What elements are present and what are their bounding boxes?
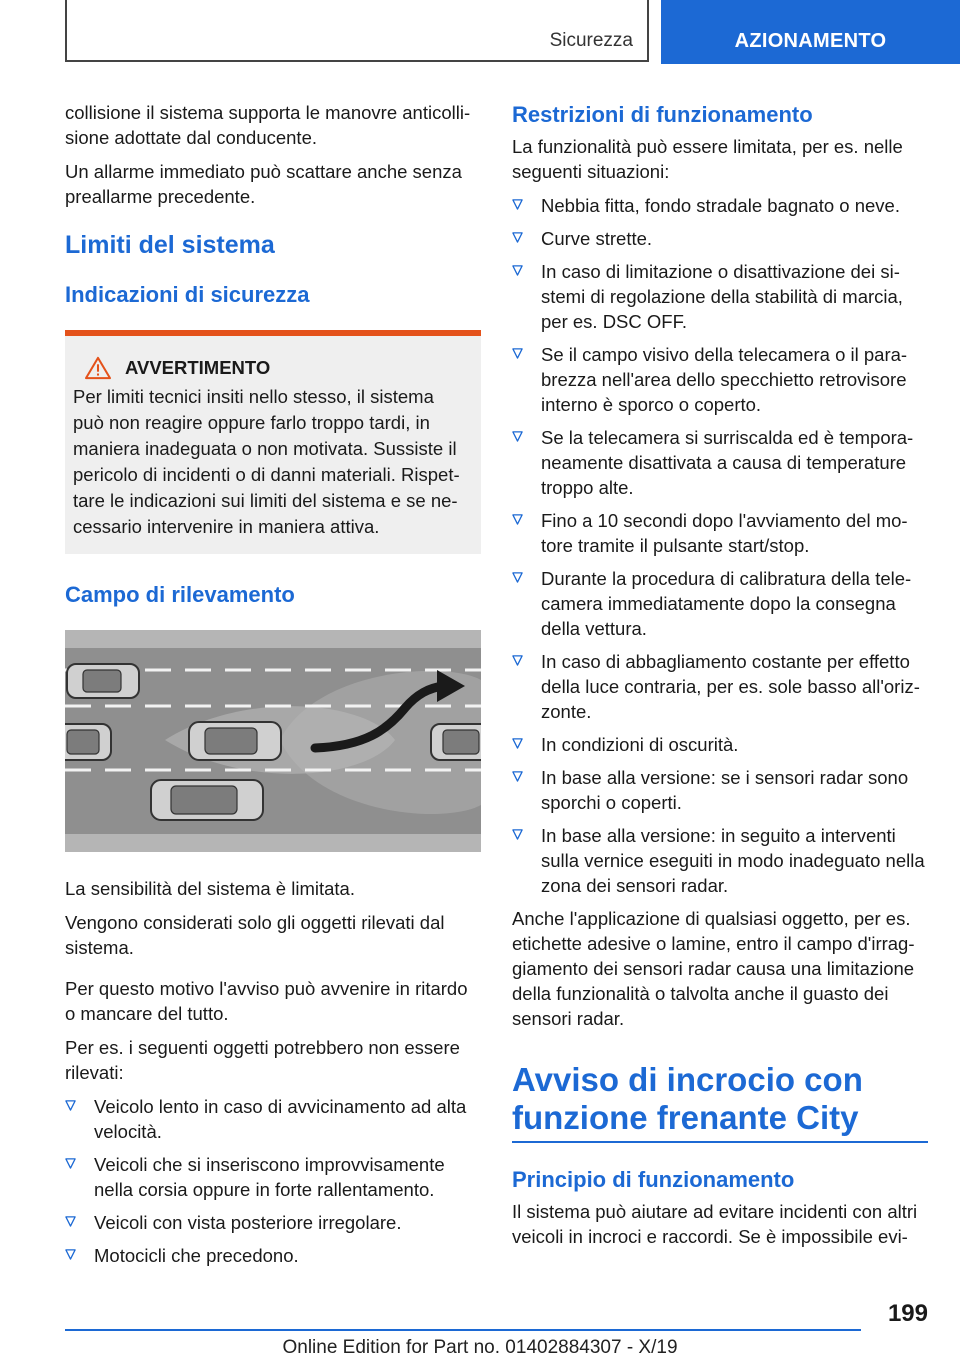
paragraph-example: Per es. i seguenti oggetti potrebbero non essere rilevati: bbox=[65, 1037, 460, 1083]
heading-operating-principle: Principio di funzionamento bbox=[512, 1167, 795, 1192]
bullet-triangle-icon bbox=[512, 348, 523, 359]
heading-city-brake-line-1: Avviso di incrocio con bbox=[512, 1061, 863, 1098]
heading-city-brake-block bbox=[512, 1061, 928, 1143]
bullet-triangle-icon bbox=[65, 1158, 76, 1169]
list-item: In caso di abbagliamento costante per effetto della luce contraria, per es. sole basso all'oriz-zonte. bbox=[512, 649, 928, 724]
footer-rule bbox=[65, 1329, 861, 1331]
bullet-triangle-icon bbox=[512, 738, 523, 749]
paragraph-stickers: Anche l'applicazione di qualsiasi oggetto, per es. etichette adesive o lamine, entro il campo d'irrag-giamento dei sensori radar causa una limitazione della funzionalità o talvolta anche il guasto dei sensori radar. bbox=[512, 908, 915, 1029]
footer-edition-text: Online Edition for Part no. 01402884307 - X/19 bbox=[282, 1337, 678, 1358]
list-item: In caso di limitazione o disattivazione dei si-stemi di regolazione della stabilità di marcia, per es. DSC OFF. bbox=[512, 259, 928, 334]
bullet-triangle-icon bbox=[512, 514, 523, 525]
list-item: Durante la procedura di calibratura della tele-camera immediatamente dopo la consegna della vettura. bbox=[512, 566, 928, 641]
list-item: In base alla versione: se i sensori radar sono sporchi o coperti. bbox=[512, 765, 928, 815]
bullet-triangle-icon bbox=[512, 199, 523, 210]
list-item: Veicoli che si inseriscono improvvisamente nella corsia oppure in forte rallentamento. bbox=[65, 1152, 481, 1202]
list-item: Veicoli con vista posteriore irregolare. bbox=[65, 1210, 481, 1235]
warning-text: Per limiti tecnici insiti nello stesso, il sistema può non reagire oppure farlo troppo tardi, in maniera inadeguata o non motivata. Sussiste il pericolo di incidenti o di danni materiali. Rispet-tare le indicazioni sui limiti del sistema e se ne-cessario intervenire in maniera attiva. bbox=[73, 386, 460, 537]
header-frame bbox=[65, 0, 649, 62]
left-column bbox=[65, 100, 481, 1276]
list-item: Se il campo visivo della telecamera o il para-brezza nell'area dello specchietto retrovisore interno è sporco o coperto. bbox=[512, 342, 928, 417]
bullet-triangle-icon bbox=[512, 572, 523, 583]
heading-safety-notes: Indicazioni di sicurezza bbox=[65, 282, 310, 307]
bullet-triangle-icon bbox=[512, 232, 523, 243]
bullet-triangle-icon bbox=[512, 771, 523, 782]
warning-header bbox=[73, 356, 467, 380]
bullet-triangle-icon bbox=[512, 655, 523, 666]
bullet-triangle-icon bbox=[65, 1100, 76, 1111]
warning-box bbox=[65, 330, 481, 554]
car-top-left bbox=[67, 664, 139, 698]
header-chapter-tab[interactable]: AZIONAMENTO bbox=[661, 0, 960, 64]
header-section: Sicurezza bbox=[549, 30, 633, 51]
list-item: In condizioni di oscurità. bbox=[512, 732, 928, 757]
right-column bbox=[512, 100, 928, 1258]
car-right bbox=[431, 724, 481, 760]
list-item: Veicolo lento in caso di avvicinamento ad alta velocità. bbox=[65, 1094, 481, 1144]
intro-paragraph-1: collisione il sistema supporta le manovre anticolli-sione adottate dal conducente. bbox=[65, 102, 471, 148]
bullet-triangle-icon bbox=[512, 431, 523, 442]
paragraph-only-detected: Vengono considerati solo gli oggetti rilevati dal sistema. bbox=[65, 912, 445, 958]
restrictions-list bbox=[512, 193, 928, 898]
paragraph-restrictions: La funzionalità può essere limitata, per es. nelle seguenti situazioni: bbox=[512, 136, 903, 182]
warning-title: AVVERTIMENTO bbox=[125, 357, 271, 378]
list-item: Motocicli che precedono. bbox=[65, 1243, 481, 1268]
paragraph-principle: Il sistema può aiutare ad evitare incidenti con altri veicoli in incroci e raccordi. Se è impossibile evi- bbox=[512, 1201, 918, 1247]
car-lower bbox=[151, 780, 263, 820]
paragraph-sensitivity: La sensibilità del sistema è limitata. bbox=[65, 878, 355, 899]
bullet-triangle-icon bbox=[65, 1249, 76, 1260]
car-mid-left bbox=[65, 724, 111, 760]
bullet-triangle-icon bbox=[512, 829, 523, 840]
heading-detection-range: Campo di rilevamento bbox=[65, 582, 295, 607]
heading-restrictions: Restrizioni di funzionamento bbox=[512, 102, 813, 127]
undetected-objects-list bbox=[65, 1094, 481, 1268]
heading-city-brake-line-2: funzione frenante City bbox=[512, 1099, 859, 1136]
detection-range-illustration bbox=[65, 630, 481, 852]
bullet-triangle-icon bbox=[65, 1216, 76, 1227]
list-item: Se la telecamera si surriscalda ed è tempora-neamente disattivata a causa di temperature troppo alte. bbox=[512, 425, 928, 500]
list-item: In base alla versione: in seguito a interventi sulla vernice eseguiti in modo inadeguato nella zona dei sensori radar. bbox=[512, 823, 928, 898]
list-item: Nebbia fitta, fondo stradale bagnato o neve. bbox=[512, 193, 928, 218]
bullet-triangle-icon bbox=[512, 265, 523, 276]
page-number: 199 bbox=[887, 1300, 928, 1327]
warning-triangle-icon bbox=[83, 356, 113, 380]
heading-system-limits: Limiti del sistema bbox=[65, 231, 275, 259]
list-item: Curve strette. bbox=[512, 226, 928, 251]
intro-paragraph-2: Un allarme immediato può scattare anche senza preallarme precedente. bbox=[65, 161, 462, 207]
list-item: Fino a 10 secondi dopo l'avviamento del mo-tore tramite il pulsante start/stop. bbox=[512, 508, 928, 558]
paragraph-delay: Per questo motivo l'avviso può avvenire in ritardo o mancare del tutto. bbox=[65, 978, 468, 1024]
car-ego bbox=[189, 722, 281, 760]
